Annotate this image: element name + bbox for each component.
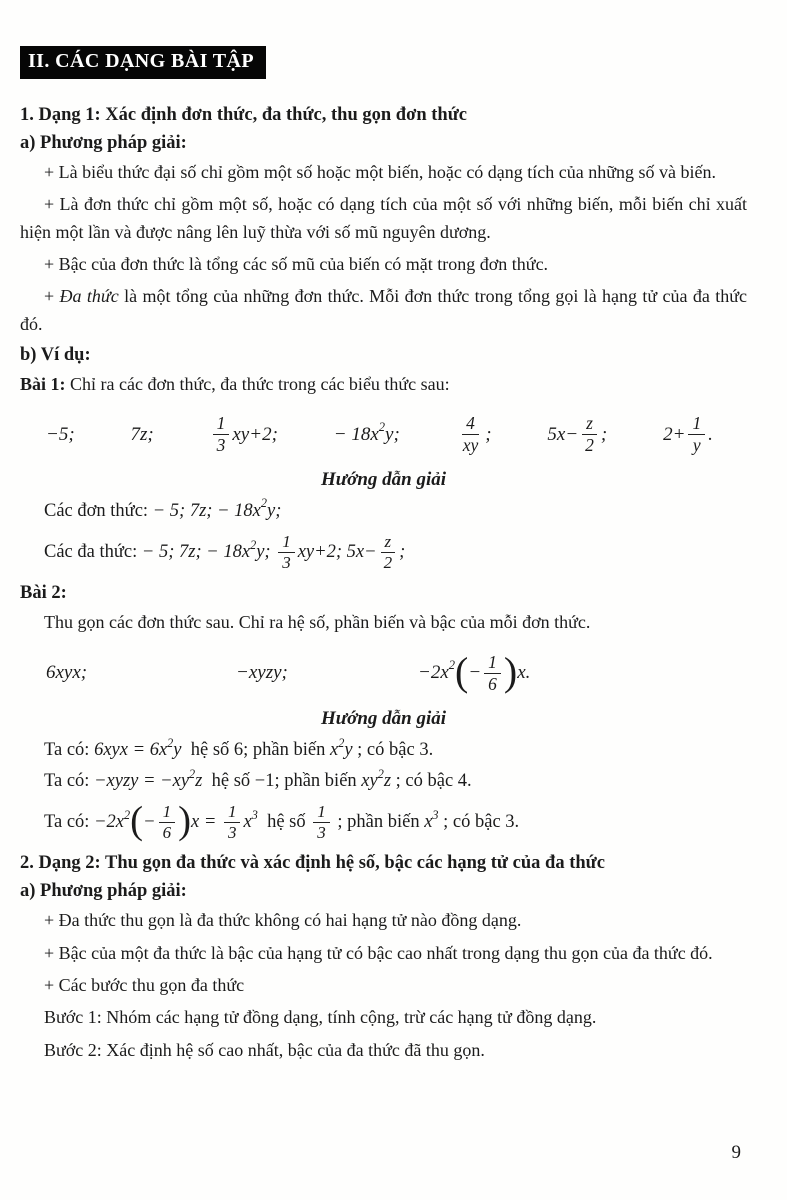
expression [663, 413, 713, 455]
expression [547, 413, 607, 455]
text-segment: x [424, 812, 433, 833]
text-segment: ; [485, 423, 492, 445]
text-segment: − [468, 662, 482, 684]
text-segment: Các đa thức: [44, 541, 142, 562]
text-segment: hệ số −1; phần biến [202, 771, 362, 792]
bai2-solution-line-3 [20, 799, 747, 843]
text-segment: ; [399, 541, 406, 562]
vi-du-heading: b) Ví dụ: [20, 345, 91, 366]
superscript: 2 [167, 735, 174, 750]
superscript: 3 [432, 808, 439, 823]
dang2-method-heading: a) Phương pháp giải: [20, 881, 187, 902]
text-segment: Chỉ ra các đơn thức, đa thức trong các biểu thức sau: [70, 374, 450, 395]
fraction: $\frac{1}{3}$ [213, 413, 230, 455]
superscript: 2 [448, 658, 456, 673]
text-segment: ; có bậc 4. [391, 771, 472, 792]
dang1-method-heading: a) Phương pháp giải: [20, 133, 187, 153]
dang1-heading: 1. Dạng 1: Xác định đơn thức, đa thức, thu gọn đơn thức [20, 105, 468, 125]
text-segment: z [383, 771, 392, 792]
fraction: $\frac{z}{2}$ [380, 532, 397, 573]
bullet-da-thuc [20, 283, 747, 338]
bai2-solution-line-2 [20, 766, 747, 792]
text-segment: y [173, 740, 182, 761]
bullet-bac-don-thuc: + Bậc của đơn thức là tổng các số mũ của biến có mặt trong đơn thức. [44, 254, 549, 275]
superscript: 3 [251, 808, 258, 823]
section-title: II. CÁC DẠNG BÀI TẬP [28, 50, 254, 72]
text-segment: Bài 1: [20, 374, 71, 395]
text-segment: xy [361, 771, 378, 792]
fraction: $\frac{1}{6}$ [159, 802, 176, 843]
bai1-polynomials-line [20, 532, 747, 573]
text-segment: 6xyx = 6x [94, 740, 168, 761]
text-segment: 6xyx; [46, 662, 88, 684]
bai1-expressions [20, 411, 747, 459]
big-paren: ) [503, 649, 518, 695]
bai1-solution-heading: Hướng dẫn giải [320, 468, 447, 490]
bai1-label [20, 371, 747, 398]
bullet-bac-da-thuc: + Bậc của một đa thức là bậc của hạng tử có bậc cao nhất trong dạng thu gọn của đa thức đó. [44, 942, 713, 963]
fraction: $\frac{1}{y}$ [688, 413, 705, 455]
text-segment: x [330, 740, 339, 761]
text-segment: xy+2; 5x− [297, 541, 377, 562]
superscript: 2 [189, 766, 196, 781]
text-segment: là một tổng của những đơn thức. Mỗi đơn thức trong tổng gọi là hạng tử của đa thức đó. [20, 286, 747, 334]
expression [46, 424, 75, 446]
text-segment: − 5; 7z; − 18x [141, 541, 251, 562]
text-segment: y [344, 740, 353, 761]
text-segment: Đa thức [59, 286, 119, 307]
step-2: Bước 2: Xác định hệ số cao nhất, bậc của đa thức đã thu gọn. [44, 1039, 485, 1060]
big-paren: ( [130, 799, 144, 843]
text-segment: ; [600, 423, 608, 445]
text-segment: ; có bậc 3. [438, 812, 520, 833]
superscript: 2 [260, 496, 267, 511]
expression [131, 424, 154, 446]
text-segment: − 5; 7z; − 18x [152, 500, 261, 521]
fraction: $\frac{z}{2}$ [581, 413, 598, 455]
expression [418, 649, 531, 695]
text-segment: hệ số 6; phần biến [181, 740, 330, 761]
bullet-don-thuc: + Là đơn thức chỉ gồm một số, hoặc có dạng tích của một số với những biến, mỗi biến chỉ xuất hiện một lần và được nâng lên luỹ thừa với số mũ nguyên dương. [20, 194, 747, 242]
superscript: 2 [378, 419, 386, 434]
text-segment: xy+2; [232, 423, 278, 445]
bai2-solution-heading: Hướng dẫn giải [320, 708, 447, 730]
text-segment: y; [385, 423, 400, 445]
fraction: $\frac{1}{6}$ [484, 652, 501, 694]
text-segment: ; có bậc 3. [352, 740, 434, 761]
text-segment: hệ số [257, 812, 311, 833]
text-segment: −5; [46, 423, 75, 445]
bai1-monomials-line [20, 496, 747, 522]
text-segment: x = [191, 812, 221, 833]
page-number: 9 [731, 1142, 741, 1163]
text-segment: ; phần biến [332, 812, 425, 833]
text-segment: −xyzy; [236, 662, 288, 684]
text-segment: −2x [94, 812, 125, 833]
fraction: $\frac{4}{xy}$ [462, 413, 479, 456]
expression [46, 662, 236, 684]
bullet-cac-buoc: + Các bước thu gọn đa thức [44, 974, 245, 995]
fraction: $\frac{1}{3}$ [224, 802, 241, 843]
text-segment: x. [517, 662, 531, 684]
bullet-da-thuc-thu-gon: + Đa thức thu gọn là đa thức không có hai hạng tử nào đồng dạng. [44, 910, 522, 931]
fraction: $\frac{1}{3}$ [313, 802, 330, 843]
text-segment: + [44, 286, 60, 307]
bai2-expressions [20, 648, 747, 698]
expression [236, 662, 418, 684]
superscript: 2 [377, 766, 384, 781]
text-segment: 2+ [663, 423, 686, 445]
bai2-solution-line-1 [20, 735, 747, 761]
text-segment: 7z; [130, 423, 154, 445]
text-segment: y; [267, 500, 282, 521]
text-segment: Ta có: [44, 812, 95, 833]
text-segment: 5x− [547, 423, 579, 445]
expression [210, 413, 278, 455]
bai2-label: Bài 2: [20, 582, 67, 603]
expression [456, 413, 492, 455]
text-segment: Các đơn thức: [44, 500, 153, 521]
fraction: $\frac{1}{3}$ [278, 532, 295, 573]
section-title-banner [20, 46, 266, 79]
text-segment: x [243, 812, 252, 833]
bai2-prompt: Thu gọn các đơn thức sau. Chỉ ra hệ số, phần biến và bậc của mỗi đơn thức. [44, 611, 591, 632]
superscript: 2 [124, 808, 131, 823]
text-segment: . [708, 423, 713, 445]
dang2-heading: 2. Dạng 2: Thu gọn đa thức và xác định hệ số, bậc các hạng tử của đa thức [20, 853, 605, 874]
superscript: 2 [338, 735, 345, 750]
superscript: 2 [250, 537, 257, 552]
text-segment: − 18x [333, 423, 379, 445]
text-segment: Ta có: [44, 740, 95, 761]
big-paren: ( [455, 649, 469, 695]
text-segment: −xyzy = −xy [94, 771, 190, 792]
expression [333, 419, 400, 446]
step-1: Bước 1: Nhóm các hạng tử đồng dạng, tính cộng, trừ các hạng tử đồng dạng. [44, 1007, 597, 1028]
text-segment: y; [256, 541, 276, 562]
text-segment: z [195, 771, 203, 792]
text-segment: − [143, 812, 156, 833]
bullet-bieu-thuc: + Là biểu thức đại số chỉ gồm một số hoặc một biến, hoặc có dạng tích của những số và biến. [44, 162, 717, 182]
big-paren: ) [178, 799, 192, 843]
text-segment: Ta có: [44, 771, 95, 792]
text-segment: −2x [418, 662, 449, 684]
